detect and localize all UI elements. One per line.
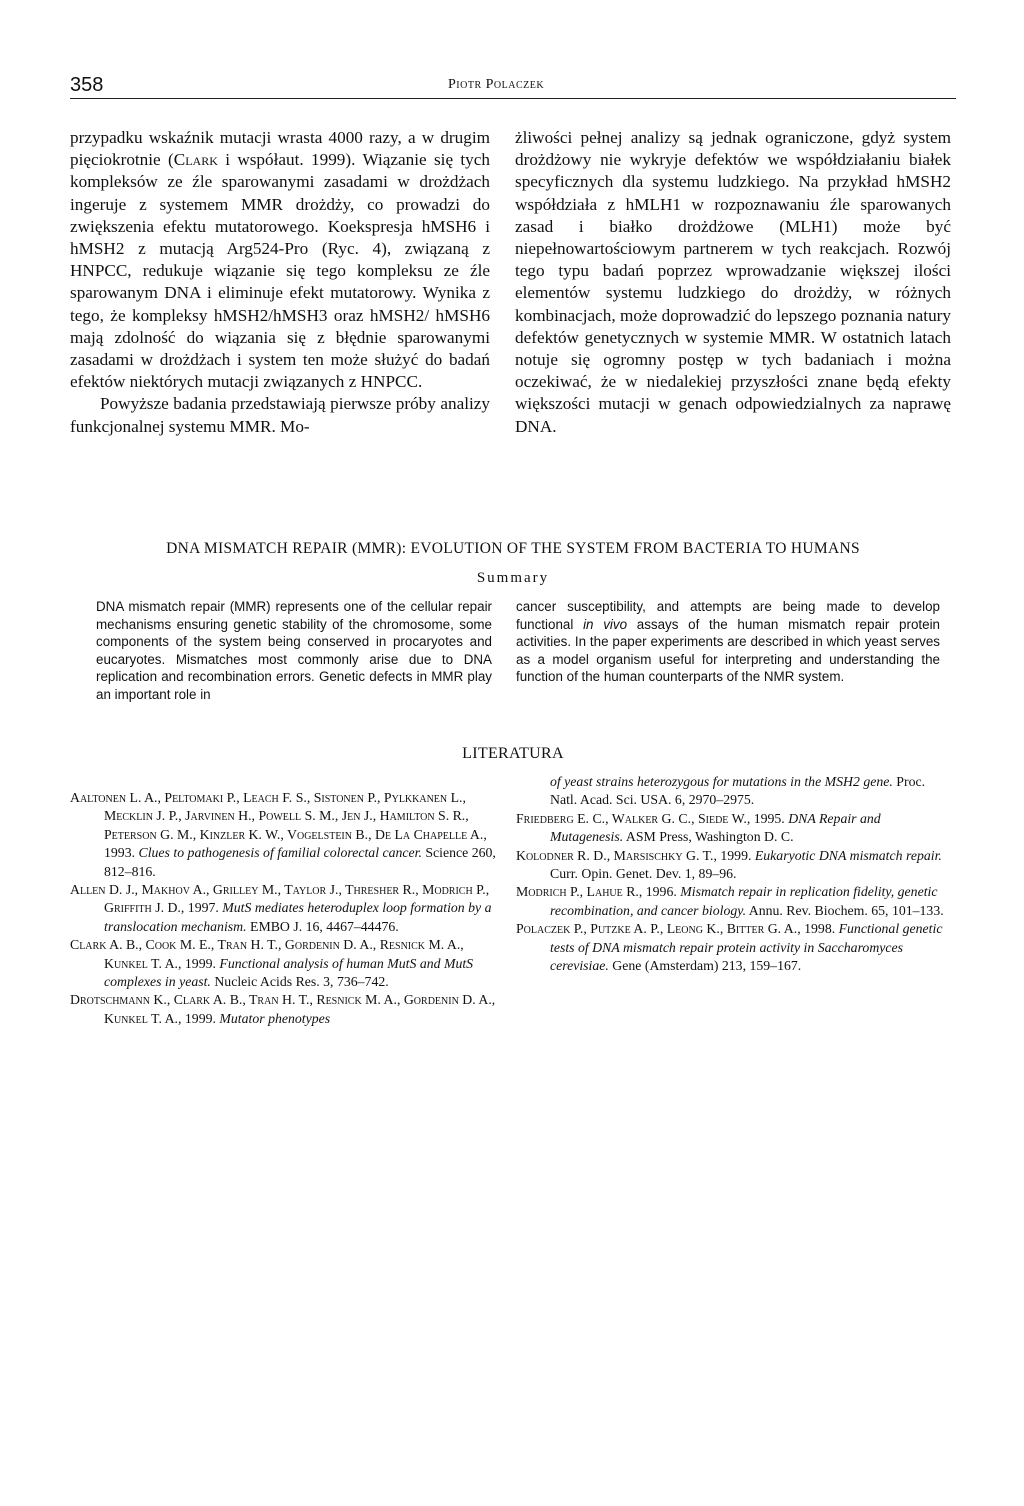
summary-label: Summary — [476, 570, 550, 586]
body-paragraph: żliwości pełnej analizy są jednak ograniczone, gdyż system drożdżowy nie wykryje defektów we współdziałaniu białek specyficznych dla systemu ludzkiego. Na przykład hMSH2 współdziała z hMLH1 w rozpoznawaniu źle sparowanych zasad i białko drożdżowe (MLH1) może być niepełnowartościowym partnerem w tych reakcjach. Rozwój tego typu badań poprzez wprowadzanie większej ilości elementów systemu ludzkiego do drożdży, w różnych kombinacjach, może doprowadzić do lepszego poznania natury defektów genetycznych w systemie MMR. W ostatnich latach notuje się ogromny postęp w tych badaniach i można oczekiwać, że w niedalekiej przyszłości znane będą efekty większości mutacji w genach odpowiedzialnych za naprawę DNA. — [515, 128, 951, 436]
body-column-right — [515, 127, 951, 438]
reference-item: Friedberg E. C., Walker G. C., Siede W., 1995. DNA Repair and Mutagenesis. ASM Press, Washington D. C. — [516, 810, 881, 845]
reference-item: Polaczek P., Putzke A. P., Leong K., Bitter G. A., 1998. Functional genetic tests of DNA mismatch repair protein activity in Saccharomyces cerevisiae. Gene (Amsterdam) 213, 159–167. — [516, 921, 943, 974]
summary-title: DNA MISMATCH REPAIR (MMR): EVOLUTION OF THE SYSTEM FROM BACTERIA TO HUMANS — [166, 540, 860, 557]
reference-item: Aaltonen L. A., Peltomaki P., Leach F. S., Sistonen P., Pylkkanen L., Mecklin J. P., Jarvinen H., Powell S. M., Jen J., Hamilton S. R., Peterson G. M., Kinzler K. W., Vogelstein B., De La Chapelle A., 1993. Clues to pathogenesis of familial colorectal cancer. Science 260, 812–816. — [70, 790, 496, 879]
reference-item: Modrich P., Lahue R., 1996. Mismatch repair in replication fidelity, genetic recombination, and cancer biology. Annu. Rev. Biochem. 65, 101–133. — [516, 884, 944, 918]
reference-item: Allen D. J., Makhov A., Grilley M., Taylor J., Thresher R., Modrich P., Griffith J. D., 1997. MutS mediates heteroduplex loop formation by a translocation mechanism. EMBO J. 16, 4467–44476. — [70, 882, 492, 934]
literature-title: LITERATURA — [462, 745, 564, 762]
body-column-left — [70, 127, 490, 438]
references-column-left — [70, 789, 504, 1028]
body-paragraph: Powyższe badania przedstawiają pierwsze próby analizy funkcjonalnej systemu MMR. Mo- — [70, 394, 490, 436]
reference-continuation: of yeast strains heterozygous for mutations in the MSH2 gene. Proc. Natl. Acad. Sci. USA. 6, 2970–2975. — [550, 774, 926, 808]
page-header — [70, 74, 956, 99]
body-paragraph: przypadku wskaźnik mutacji wrasta 4000 razy, a w drugim pięciokrotnie (Clark i współaut. 1999). Wiązanie się tych kompleksów ze źle sparowanymi zasadami w drożdżach ingeruje z systemem MMR drożdży, co prowadzi do zwiększenia efektu mutatorowego. Koekspresja hMSH6 i hMSH2 z mutacją Arg524-Pro (Ryc. 4), związaną z HNPCC, redukuje wiązanie się tego kompleksu ze źle sparowanym DNA i eliminuje efekt mutatorowy. Wynika z tego, że kompleksy hMSH2/hMSH3 oraz hMSH2/ hMSH6 mają zdolność do wiązania się z błędnie sparowanymi zasadami w drożdżach i system ten może służyć do badań efektów niektórych mutacji związanych z HNPCC. — [70, 128, 490, 392]
reference-item: Kolodner R. D., Marsischky G. T., 1999. Eukaryotic DNA mismatch repair. Curr. Opin. Genet. Dev. 1, 89–96. — [516, 847, 942, 882]
running-head-author: Piotr Polaczek — [448, 77, 545, 92]
summary-paragraph: DNA mismatch repair (MMR) represents one of the cellular repair mechanisms ensuring genetic stability of the chromosome, some components of the system being conserved in procaryotes and eucaryotes. Mismatches most commonly arise due to DNA replication and recombination errors. Genetic defects in MMR play an important role in — [96, 599, 492, 702]
page-number: 358 — [70, 74, 104, 96]
reference-item: Clark A. B., Cook M. E., Tran H. T., Gordenin D. A., Resnick M. A., Kunkel T. A., 1999. Functional analysis of human MutS and MutS complexes in yeast. Nucleic Acids Res. 3, 736–742. — [70, 937, 474, 990]
reference-item: Drotschmann K., Clark A. B., Tran H. T., Resnick M. A., Gordenin D. A., Kunkel T. A., 1999. Mutator phenotypes — [70, 992, 496, 1026]
summary-column-left — [96, 598, 492, 704]
summary-column-right — [516, 598, 940, 686]
citation-author: Clark — [173, 150, 218, 170]
references-column-right — [516, 773, 946, 975]
summary-paragraph: cancer susceptibility, and attempts are being made to develop functional in vivo assays of the human mismatch repair protein activities. In the paper experiments are described in which yeast serves as a model organism useful for interpreting and understanding the function of the human counterparts of the NMR system. — [516, 599, 940, 685]
